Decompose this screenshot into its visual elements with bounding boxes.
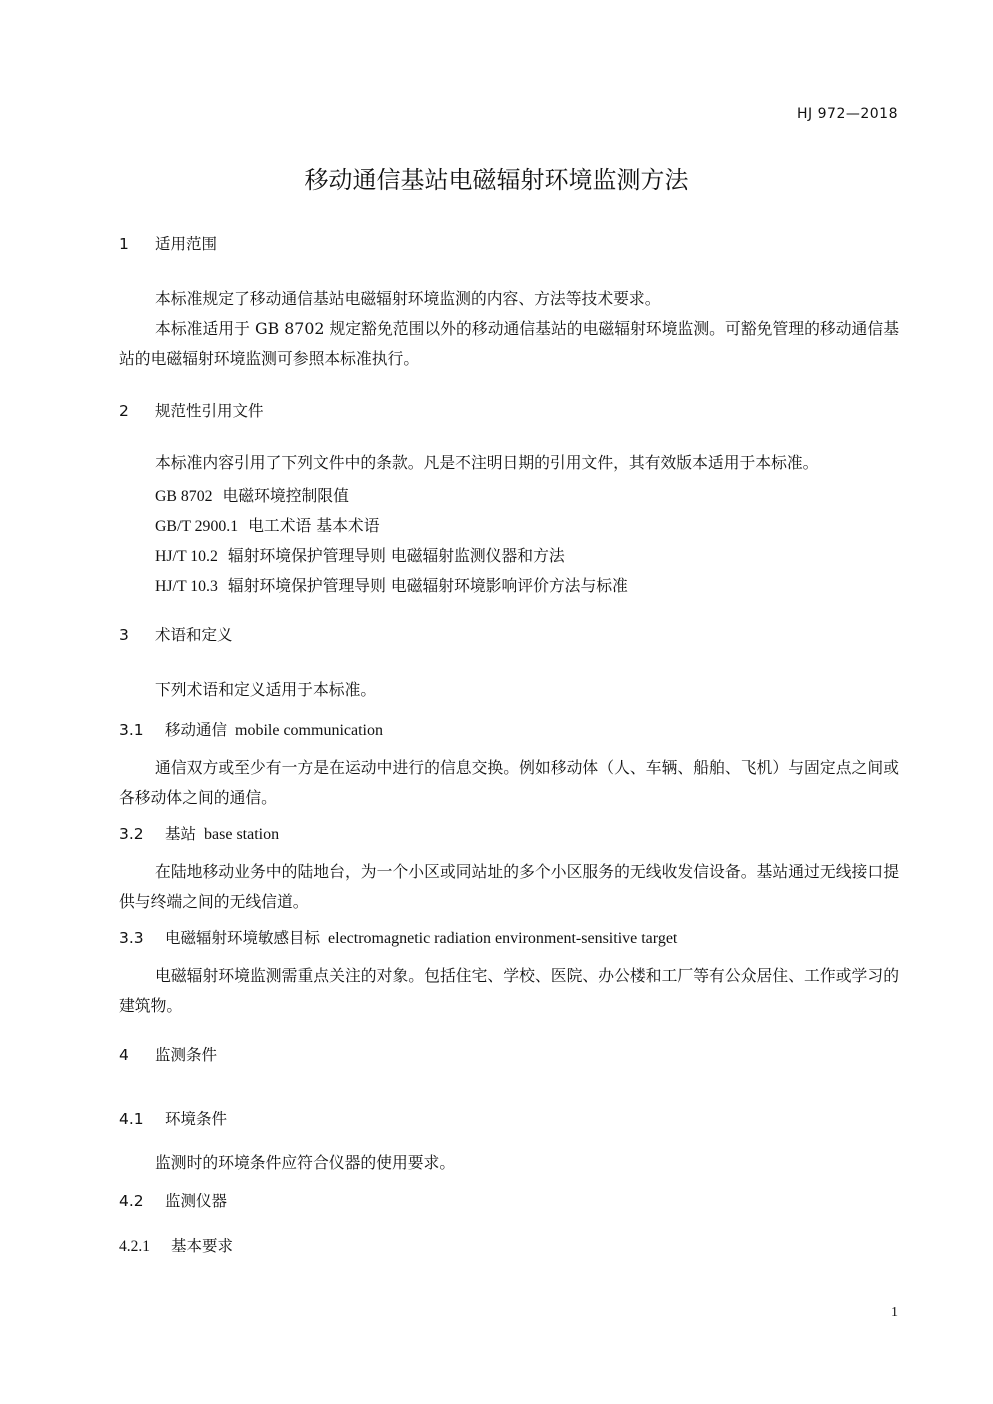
standard-code: HJ 972—2018: [797, 106, 898, 122]
term-definition: 电磁辐射环境监测需重点关注的对象。包括住宅、学校、医院、办公楼和工厂等有公众居住、工作或学习的建筑物。: [119, 966, 899, 1015]
reference-code: GB/T 2900.1: [155, 518, 239, 535]
paragraph: 本标准内容引用了下列文件中的条款。凡是不注明日期的引用文件，其有效版本适用于本标准。: [155, 453, 819, 472]
subsection-number: 4.2: [119, 1192, 144, 1210]
term-definition: 通信双方或至少有一方是在运动中进行的信息交换。例如移动体（人、车辆、船舶、飞机）与固定点之间或各移动体之间的通信。: [119, 758, 899, 807]
reference-item: [155, 483, 349, 506]
term-name: 基站: [165, 825, 197, 843]
term-3-1-heading: [119, 718, 383, 740]
term-name: 电磁辐射环境敏感目标: [165, 929, 321, 947]
reference-title: 辐射环境保护管理导则 电磁辐射环境影响评价方法与标准: [227, 576, 628, 595]
term-english: mobile communication: [235, 722, 383, 739]
term-number: 3.2: [119, 825, 144, 843]
section-4-2-heading: [119, 1189, 227, 1211]
section-2-heading: [119, 399, 264, 421]
term-3-3-heading: [119, 926, 677, 948]
term-english: base station: [204, 826, 280, 843]
reference-item: [155, 513, 380, 536]
subsection-number: 4.1: [119, 1110, 144, 1128]
section-title: 监测条件: [155, 1046, 218, 1064]
section-number: 1: [119, 235, 129, 253]
document-title: 移动通信基站电磁辐射环境监测方法: [304, 166, 689, 194]
page-number: 1: [891, 1305, 898, 1320]
section-title: 规范性引用文件: [155, 402, 264, 420]
subsection-title: 环境条件: [165, 1110, 228, 1128]
subsection-title: 监测仪器: [165, 1192, 228, 1210]
reference-code: GB 8702: [155, 488, 213, 505]
section-number: 4: [119, 1046, 129, 1064]
section-title: 术语和定义: [155, 626, 233, 644]
section-4-heading: [119, 1043, 217, 1065]
term-english: electromagnetic radiation environment-sensitive target: [328, 930, 678, 947]
paragraph: 下列术语和定义适用于本标准。: [155, 680, 377, 699]
section-4-2-1-heading: [119, 1234, 233, 1256]
section-number: 3: [119, 626, 129, 644]
subsection-number: 4.2.1: [119, 1238, 150, 1255]
term-number: 3.1: [119, 721, 144, 739]
section-1-heading: [119, 232, 217, 254]
section-4-1-heading: [119, 1107, 227, 1129]
section-number: 2: [119, 402, 129, 420]
section-3-heading: [119, 623, 233, 645]
paragraph: 本标准适用于 GB 8702 规定豁免范围以外的移动通信基站的电磁辐射环境监测。可豁免管理的移动通信基站的电磁辐射环境监测可参照本标准执行。: [119, 319, 899, 368]
reference-item: [155, 573, 628, 596]
paragraph: 监测时的环境条件应符合仪器的使用要求。: [155, 1153, 456, 1172]
section-title: 适用范围: [155, 235, 218, 253]
term-number: 3.3: [119, 929, 144, 947]
reference-item: [155, 543, 565, 566]
term-3-2-heading: [119, 822, 279, 844]
reference-title: 电磁环境控制限值: [222, 486, 349, 505]
reference-code: HJ/T 10.2: [155, 548, 218, 565]
reference-title: 辐射环境保护管理导则 电磁辐射监测仪器和方法: [227, 546, 565, 565]
reference-code: HJ/T 10.3: [155, 578, 218, 595]
term-definition: 在陆地移动业务中的陆地台，为一个小区或同站址的多个小区服务的无线收发信设备。基站通过无线接口提供与终端之间的无线信道。: [119, 862, 899, 911]
reference-title: 电工术语 基本术语: [248, 516, 380, 535]
paragraph: 本标准规定了移动通信基站电磁辐射环境监测的内容、方法等技术要求。: [155, 289, 661, 308]
subsection-title: 基本要求: [171, 1237, 234, 1255]
term-name: 移动通信: [165, 721, 228, 739]
